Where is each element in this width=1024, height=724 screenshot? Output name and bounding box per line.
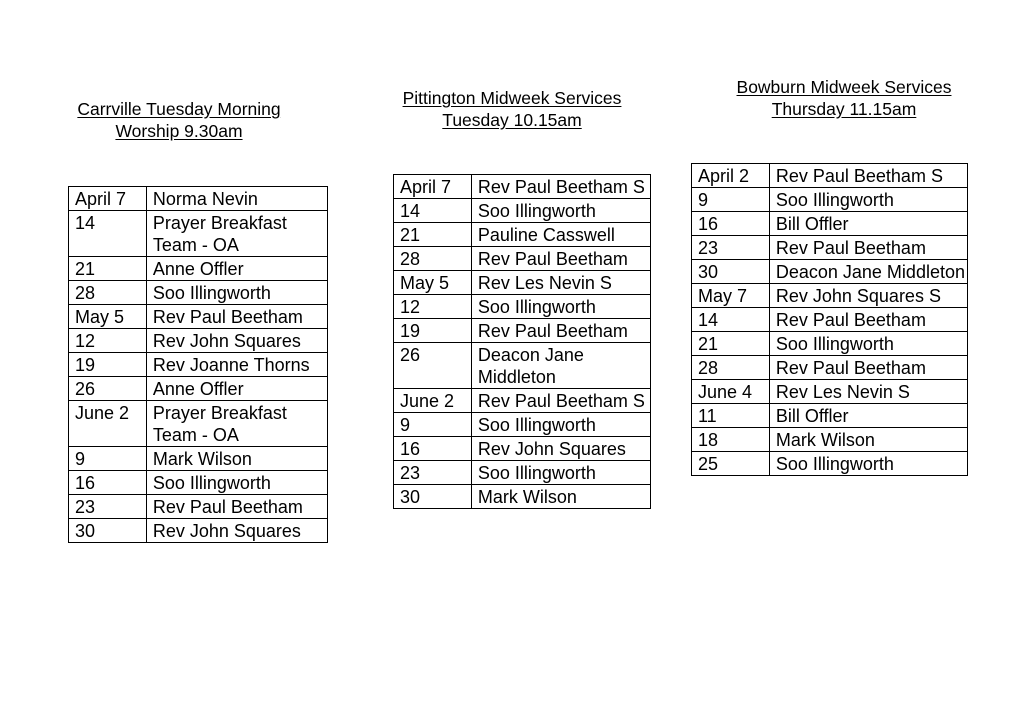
table-row (69, 281, 328, 305)
leader-cell: Norma Nevin (146, 187, 327, 211)
date-cell: May 7 (692, 284, 770, 308)
date-cell: June 2 (394, 389, 472, 413)
table-row (69, 305, 328, 329)
date-cell: 16 (394, 437, 472, 461)
leader-cell: Rev Paul Beetham S (471, 389, 650, 413)
table-row (69, 401, 328, 447)
leader-cell: Bill Offler (769, 212, 967, 236)
date-cell: 26 (69, 377, 147, 401)
table-row (692, 308, 968, 332)
carrville-title-line2: Worship 9.30am (115, 121, 243, 141)
leader-cell: Rev Joanne Thorns (146, 353, 327, 377)
date-cell: 28 (692, 356, 770, 380)
bowburn-title-line1: Bowburn Midweek Services (736, 77, 952, 97)
date-cell: 21 (69, 257, 147, 281)
date-cell: 26 (394, 343, 472, 389)
leader-cell: Rev Paul Beetham S (471, 175, 650, 199)
date-cell: 9 (69, 447, 147, 471)
date-cell: June 2 (69, 401, 147, 447)
table-row (394, 199, 651, 223)
date-cell: June 4 (692, 380, 770, 404)
date-cell: 30 (692, 260, 770, 284)
table-row (69, 353, 328, 377)
table-row (692, 284, 968, 308)
date-cell: 23 (692, 236, 770, 260)
leader-cell: Rev John Squares (146, 519, 327, 543)
date-cell: 14 (69, 211, 147, 257)
pittington-title-line2: Tuesday 10.15am (442, 110, 582, 130)
table-row (69, 447, 328, 471)
leader-cell: Rev John Squares (471, 437, 650, 461)
leader-cell: Soo Illingworth (471, 413, 650, 437)
date-cell: 9 (692, 188, 770, 212)
date-cell: 28 (394, 247, 472, 271)
table-row (394, 413, 651, 437)
carrville-heading (54, 98, 304, 142)
leader-cell: Rev Paul Beetham (769, 236, 967, 260)
leader-cell: Mark Wilson (769, 428, 967, 452)
date-cell: 14 (692, 308, 770, 332)
date-cell: April 7 (69, 187, 147, 211)
pittington-title-line1: Pittington Midweek Services (402, 88, 622, 108)
leader-cell: Rev Les Nevin S (769, 380, 967, 404)
date-cell: April 2 (692, 164, 770, 188)
table-row (692, 164, 968, 188)
leader-cell: Soo Illingworth (146, 471, 327, 495)
table-row (69, 257, 328, 281)
date-cell: 9 (394, 413, 472, 437)
table-row (692, 212, 968, 236)
leader-cell: Anne Offler (146, 377, 327, 401)
leader-cell: Soo Illingworth (769, 188, 967, 212)
date-cell: 16 (692, 212, 770, 236)
table-row (692, 188, 968, 212)
date-cell: 12 (69, 329, 147, 353)
date-cell: April 7 (394, 175, 472, 199)
leader-cell: Rev Paul Beetham (146, 495, 327, 519)
leader-cell: Rev Paul Beetham S (769, 164, 967, 188)
table-row (69, 329, 328, 353)
table-row (394, 271, 651, 295)
table-row (69, 471, 328, 495)
leader-cell: Rev Paul Beetham (146, 305, 327, 329)
bowburn-rota-table (691, 163, 968, 476)
leader-cell: Anne Offler (146, 257, 327, 281)
bowburn-title-line2: Thursday 11.15am (771, 99, 917, 119)
table-row (69, 519, 328, 543)
date-cell: 30 (69, 519, 147, 543)
date-cell: 19 (69, 353, 147, 377)
table-row (692, 236, 968, 260)
leader-cell: Prayer Breakfast Team - OA (146, 211, 327, 257)
leader-cell: Rev John Squares (146, 329, 327, 353)
table-row (692, 380, 968, 404)
leader-cell: Soo Illingworth (769, 452, 967, 476)
leader-cell: Soo Illingworth (471, 461, 650, 485)
leader-cell: Deacon Jane Middleton (471, 343, 650, 389)
leader-cell: Bill Offler (769, 404, 967, 428)
date-cell: 30 (394, 485, 472, 509)
carrville-title-line1: Carrville Tuesday Morning (77, 99, 281, 119)
date-cell: 16 (69, 471, 147, 495)
leader-cell: Prayer Breakfast Team - OA (146, 401, 327, 447)
date-cell: 21 (394, 223, 472, 247)
leader-cell: Deacon Jane Middleton (769, 260, 967, 284)
table-row (69, 377, 328, 401)
pittington-heading (382, 87, 642, 131)
date-cell: 14 (394, 199, 472, 223)
leader-cell: Soo Illingworth (146, 281, 327, 305)
date-cell: 23 (69, 495, 147, 519)
table-row (394, 247, 651, 271)
table-row (394, 389, 651, 413)
leader-cell: Rev Paul Beetham (769, 356, 967, 380)
table-row (69, 187, 328, 211)
date-cell: 11 (692, 404, 770, 428)
table-row (394, 437, 651, 461)
leader-cell: Rev Paul Beetham (769, 308, 967, 332)
table-row (692, 332, 968, 356)
leader-cell: Rev Les Nevin S (471, 271, 650, 295)
table-row (394, 223, 651, 247)
leader-cell: Rev John Squares S (769, 284, 967, 308)
leader-cell: Soo Illingworth (471, 295, 650, 319)
carrville-rota-table (68, 186, 328, 543)
table-row (69, 495, 328, 519)
date-cell: 12 (394, 295, 472, 319)
leader-cell: Soo Illingworth (471, 199, 650, 223)
table-row (692, 356, 968, 380)
table-row (394, 343, 651, 389)
date-cell: 18 (692, 428, 770, 452)
date-cell: May 5 (394, 271, 472, 295)
table-row (692, 404, 968, 428)
table-row (394, 295, 651, 319)
table-row (394, 175, 651, 199)
leader-cell: Soo Illingworth (769, 332, 967, 356)
table-row (394, 461, 651, 485)
table-row (692, 260, 968, 284)
table-row (692, 452, 968, 476)
leader-cell: Mark Wilson (471, 485, 650, 509)
leader-cell: Pauline Casswell (471, 223, 650, 247)
date-cell: 19 (394, 319, 472, 343)
pittington-rota-table (393, 174, 651, 509)
date-cell: 25 (692, 452, 770, 476)
date-cell: 21 (692, 332, 770, 356)
table-row (692, 428, 968, 452)
table-row (394, 319, 651, 343)
leader-cell: Mark Wilson (146, 447, 327, 471)
table-row (69, 211, 328, 257)
date-cell: 23 (394, 461, 472, 485)
leader-cell: Rev Paul Beetham (471, 319, 650, 343)
table-row (394, 485, 651, 509)
leader-cell: Rev Paul Beetham (471, 247, 650, 271)
date-cell: May 5 (69, 305, 147, 329)
bowburn-heading (714, 76, 974, 120)
date-cell: 28 (69, 281, 147, 305)
